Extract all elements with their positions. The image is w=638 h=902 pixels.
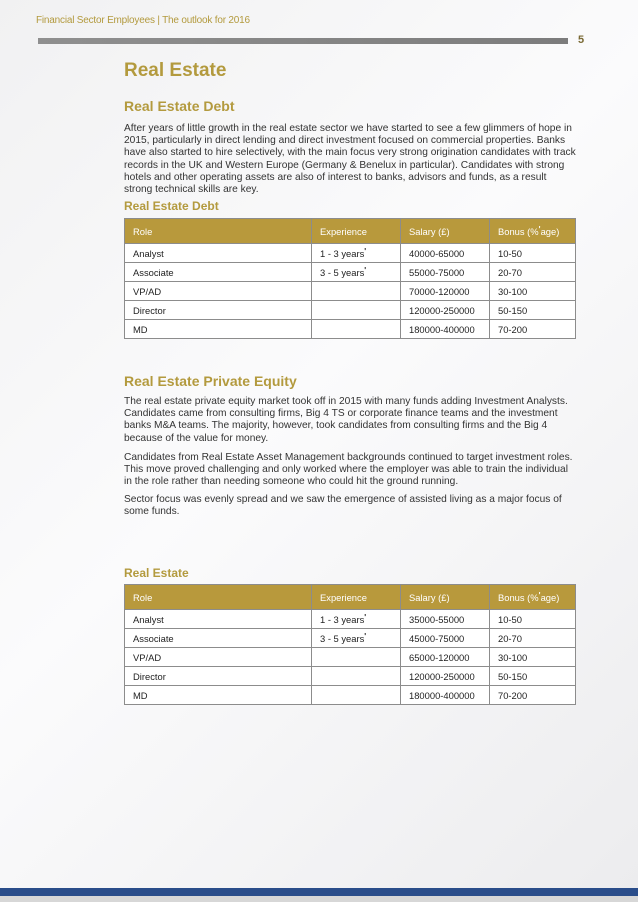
footer-line [0,896,638,902]
cell-role: Analyst [125,244,312,263]
pe-heading: Real Estate Private Equity [124,373,297,389]
cell-bonus: 20-70 [490,263,576,282]
experience-mark: ' [364,247,367,256]
table-row [125,263,576,282]
cell-experience [312,301,401,320]
experience-mark: ' [364,632,367,641]
cell-salary: 45000-75000 [401,629,490,648]
table-row [125,301,576,320]
col-header-bonus [490,219,576,244]
experience-text: 3 - 5 years [320,633,365,644]
cell-salary: 70000-120000 [401,282,490,301]
re-table-title: Real Estate [124,566,189,580]
bonus-label-a: Bonus (% [498,226,539,237]
experience-mark: ' [364,266,367,275]
col-header-salary: Salary (£) [401,585,490,610]
header-rule [38,38,568,44]
cell-role: Associate [125,263,312,282]
cell-bonus: 10-50 [490,610,576,629]
cell-role: MD [125,320,312,339]
table-row [125,244,576,263]
bonus-label-a: Bonus (% [498,592,539,603]
cell-bonus: 10-50 [490,244,576,263]
col-header-salary: Salary (£) [401,219,490,244]
debt-paragraph: After years of little growth in the real estate sector we have started to see a few glimmers of hope in 2015, particularly in direct lending and direct investment focused on commercial properties. Banks have also started to hire selectively, with the main focus very strong origination candidates with track records in the UK and Western Europe (Germany & Benelux in particular). Candidates with strong hotels and other operating assets are also of interest to banks, advisors and funds, as a result strong technical skills are key. [124,123,576,196]
experience-text: 1 - 3 years [320,248,365,259]
bonus-mark: ' [538,591,541,600]
cell-salary: 120000-250000 [401,301,490,320]
debt-heading: Real Estate Debt [124,98,235,114]
cell-bonus: 30-100 [490,282,576,301]
cell-role: Analyst [125,610,312,629]
cell-salary: 55000-75000 [401,263,490,282]
cell-bonus: 50-150 [490,301,576,320]
table-row [125,686,576,705]
cell-experience [312,629,401,648]
table-header-row [125,585,576,610]
cell-experience [312,282,401,301]
table-row [125,610,576,629]
cell-bonus: 70-200 [490,320,576,339]
cell-experience [312,244,401,263]
col-header-role: Role [125,219,312,244]
cell-role: Associate [125,629,312,648]
cell-experience [312,610,401,629]
running-header: Financial Sector Employees | The outlook for 2016 [36,15,250,26]
cell-salary: 40000-65000 [401,244,490,263]
cell-experience [312,648,401,667]
cell-salary: 180000-400000 [401,686,490,705]
col-header-experience: Experience [312,219,401,244]
table-row [125,629,576,648]
table-row [125,667,576,686]
cell-role: MD [125,686,312,705]
re-table [124,584,576,705]
section-title: Real Estate [124,60,227,81]
table-row [125,320,576,339]
cell-role: VP/AD [125,648,312,667]
cell-salary: 35000-55000 [401,610,490,629]
experience-mark: ' [364,613,367,622]
cell-bonus: 70-200 [490,686,576,705]
cell-experience [312,686,401,705]
cell-role: Director [125,301,312,320]
col-header-experience: Experience [312,585,401,610]
col-header-role: Role [125,585,312,610]
cell-bonus: 50-150 [490,667,576,686]
experience-text: 1 - 3 years [320,614,365,625]
pe-paragraph-2: Candidates from Real Estate Asset Management backgrounds continued to target investment roles. This move proved challenging and only worked where the employer was able to train the individual in the role rather than needing someone who could hit the ground running. [124,452,573,488]
debt-table-title: Real Estate Debt [124,199,219,213]
bonus-label-b: age) [540,592,560,603]
cell-role: VP/AD [125,282,312,301]
cell-salary: 65000-120000 [401,648,490,667]
debt-table [124,218,576,339]
bonus-mark: ' [538,225,541,234]
page-number: 5 [578,34,585,46]
bonus-label-b: age) [540,226,560,237]
table-header-row [125,219,576,244]
cell-bonus: 30-100 [490,648,576,667]
experience-text: 3 - 5 years [320,267,365,278]
cell-salary: 120000-250000 [401,667,490,686]
cell-bonus: 20-70 [490,629,576,648]
footer-bar [0,888,638,896]
cell-experience [312,320,401,339]
table-row [125,282,576,301]
cell-salary: 180000-400000 [401,320,490,339]
cell-experience [312,263,401,282]
col-header-bonus [490,585,576,610]
pe-paragraph-3: Sector focus was evenly spread and we saw the emergence of assisted living as a major focus of some funds. [124,494,562,518]
cell-experience [312,667,401,686]
pe-paragraph-1: The real estate private equity market took off in 2015 with many funds adding Investment Analysts. Candidates came from consulting firms, Big 4 TS or corporate finance teams and the investment banks M&A teams. The majority, however, took candidates from consulting firms and the Big 4 because of the value for money. [124,396,568,444]
cell-role: Director [125,667,312,686]
table-row [125,648,576,667]
